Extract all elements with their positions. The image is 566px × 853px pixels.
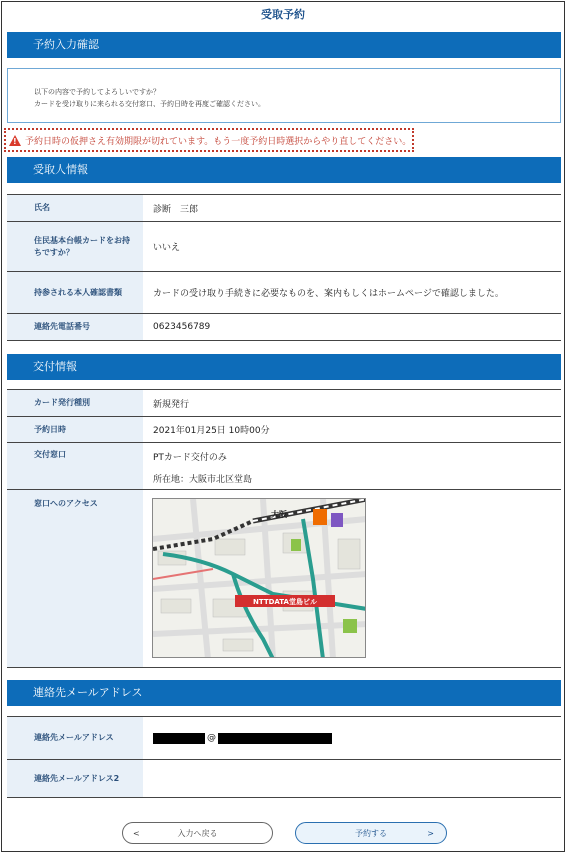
table-row <box>7 760 561 798</box>
confirm-section-header: 予約入力確認 <box>7 32 561 58</box>
page-title: 受取予約 <box>261 8 305 21</box>
table-row <box>7 222 561 272</box>
table-row <box>7 417 561 443</box>
card-type-value: 新規発行 <box>153 399 190 410</box>
confirm-message-line1: 以下の内容で予約してよろしいですか？ <box>34 88 160 96</box>
access-label: 窓口へのアクセス <box>7 490 143 667</box>
map-district-label: 大阪 <box>271 510 287 519</box>
back-button-label: 入力へ戻る <box>177 828 218 838</box>
card-type-label: カード発行種別 <box>7 390 143 416</box>
redacted-email-user <box>153 733 205 744</box>
map-image <box>153 499 366 658</box>
table-row <box>7 443 561 490</box>
warning-icon <box>9 135 21 146</box>
name-label: 氏名 <box>7 195 143 221</box>
confirm-message-line2: カードを受け取りに来られる交付窓口、予約日時を再度ご確認ください。 <box>34 100 265 108</box>
phone-label: 連絡先電話番号 <box>7 314 143 340</box>
datetime-value: 2021年01月25日 10時00分 <box>153 426 270 436</box>
table-row <box>7 195 561 222</box>
reserve-button-label: 予約する <box>355 828 387 838</box>
email-value <box>143 717 561 759</box>
reserve-button[interactable] <box>295 822 447 844</box>
access-map <box>152 498 366 658</box>
recipient-section-header: 受取人情報 <box>7 157 561 183</box>
table-row <box>7 314 561 341</box>
resident-card-value: いいえ <box>153 243 181 253</box>
window-label: 交付窓口 <box>7 443 143 489</box>
table-row <box>7 717 561 760</box>
recipient-info-table <box>7 194 561 341</box>
chevron-right-icon: > <box>427 828 434 838</box>
table-row <box>7 272 561 314</box>
window-value <box>143 443 561 489</box>
confirm-message-box <box>7 68 561 123</box>
email-info-table <box>7 716 561 798</box>
name-value: 診断 三郎 <box>153 204 199 215</box>
window-address: 所在地：大阪市北区堂島 <box>153 475 253 485</box>
id-documents-label: 持参される本人確認書類 <box>7 272 143 313</box>
back-to-input-button[interactable] <box>122 822 273 844</box>
chevron-left-icon: < <box>133 828 140 838</box>
error-message-box <box>4 128 414 152</box>
delivery-section-header: 交付情報 <box>7 354 561 380</box>
email-section-header: 連絡先メールアドレス <box>7 680 561 706</box>
email-at-sign: @ <box>207 733 216 743</box>
map-building-label: NTTDATA堂島ビル <box>253 598 317 606</box>
window-name: PTカード交付のみ <box>153 453 227 463</box>
id-documents-value: カードの受け取り手続きに必要なものを、案内もしくはホームページで確認しました。 <box>153 289 504 299</box>
email2-value <box>143 760 561 797</box>
email2-label: 連絡先メールアドレス2 <box>7 760 143 797</box>
phone-value: 0623456789 <box>153 322 211 332</box>
resident-card-label: 住民基本台帳カードをお持ちですか？ <box>7 222 143 271</box>
redacted-email-domain <box>218 733 332 744</box>
error-message-text: 予約日時の仮押さえ有効期限が切れています。もう一度予約日時選択からやり直してください。 <box>25 136 412 147</box>
datetime-label: 予約日時 <box>7 417 143 442</box>
table-row <box>7 390 561 417</box>
email-label: 連絡先メールアドレス <box>7 717 143 759</box>
